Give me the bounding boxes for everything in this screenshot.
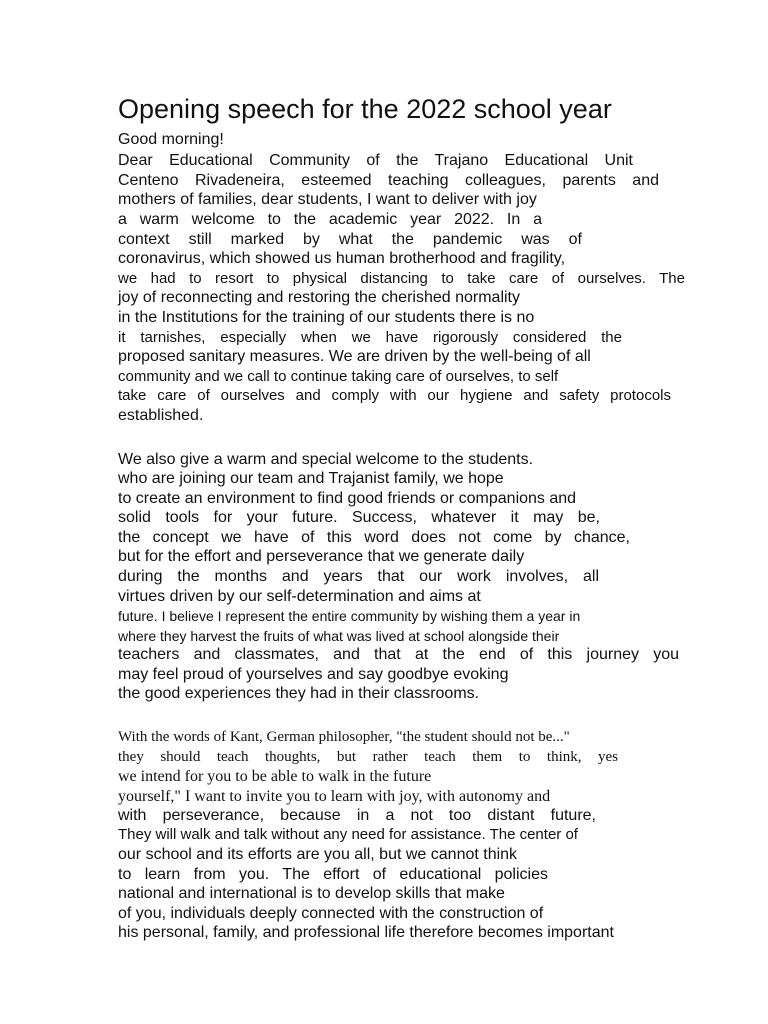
paragraph-2-line: future. I believe I represent the entire community by wishing them a year in [118,608,581,624]
paragraph-1-line: established. [118,407,204,424]
paragraph-3-line: yourself," I want to invite you to learn with joy, with autonomy and [118,788,551,805]
paragraph-2-line: the concept we have of this word does not come by chance, [118,529,630,546]
paragraph-2-line: We also give a warm and special welcome to the students. [118,451,534,468]
paragraph-2-line: who are joining our team and Trajanist family, we hope [118,470,504,487]
paragraph-3-line: his personal, family, and professional life therefore becomes important [118,924,614,941]
paragraph-3-line: to learn from you. The effort of educational policies [118,866,548,883]
paragraph-2-line: during the months and years that our work involves, all [118,568,599,585]
paragraph-3-line: our school and its efforts are you all, but we cannot think [118,846,518,863]
paragraph-3-line: They will walk and talk without any need for assistance. The center of [118,826,578,843]
paragraph-2-line: where they harvest the fruits of what was lived at school alongside their [118,628,560,644]
paragraph-3-line: they should teach thoughts, but rather teach them to think, yes [118,749,618,765]
paragraph-1-line: context still marked by what the pandemic was of [118,231,582,248]
paragraph-1-line: Dear Educational Community of the Trajano Educational Unit [118,152,633,169]
document-title: Opening speech for the 2022 school year [118,94,612,124]
paragraph-1-line: Centeno Rivadeneira, esteemed teaching colleagues, parents and [118,172,659,189]
paragraph-2-line: may feel proud of yourselves and say goodbye evoking [118,666,509,683]
paragraph-2-line: solid tools for your future. Success, whatever it may be, [118,509,600,526]
paragraph-3-line: With the words of Kant, German philosopher, "the student should not be..." [118,729,570,745]
paragraph-2-line: but for the effort and perseverance that we generate daily [118,548,525,565]
paragraph-1-line: joy of reconnecting and restoring the cherished normality [118,289,520,306]
paragraph-1-line: coronavirus, which showed us human brotherhood and fragility, [118,250,566,267]
paragraph-2-line: to create an environment to find good friends or companions and [118,490,577,507]
paragraph-1-line: a warm welcome to the academic year 2022. In a [118,211,542,228]
paragraph-2-line: teachers and classmates, and that at the end of this journey you [118,646,679,663]
paragraph-3-line: of you, individuals deeply connected with the construction of [118,905,544,922]
paragraph-3-line: we intend for you to be able to walk in the future [118,768,432,785]
paragraph-3-line: national and international is to develop skills that make [118,885,505,902]
paragraph-1-line: it tarnishes, especially when we have rigorously considered the [118,329,622,346]
paragraph-3-line: with perseverance, because in a not too distant future, [118,807,596,824]
paragraph-1-line: community and we call to continue taking care of ourselves, to self [118,368,559,385]
greeting: Good morning! [118,131,224,148]
paragraph-1-line: mothers of families, dear students, I want to deliver with joy [118,191,537,208]
paragraph-2-line: virtues driven by our self-determination and aims at [118,588,481,605]
paragraph-2-line: the good experiences they had in their classrooms. [118,685,480,702]
paragraph-1-line: we had to resort to physical distancing to take care of ourselves. The [118,270,685,287]
paragraph-1-line: take care of ourselves and comply with our hygiene and safety protocols [118,387,671,404]
paragraph-1-line: in the Institutions for the training of our students there is no [118,309,535,326]
paragraph-1-line: proposed sanitary measures. We are driven by the well-being of all [118,348,591,365]
